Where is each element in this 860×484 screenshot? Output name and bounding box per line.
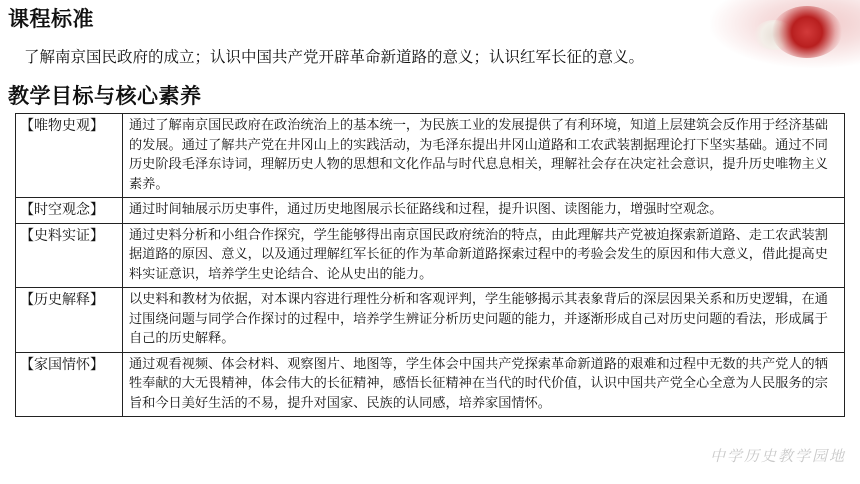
goal-text: 通过了解南京国民政府在政治统治上的基本统一，为民族工业的发展提供了有利环境，知道上层建筑会反作用于经济基础的发展。通过了解共产党在井冈山上的实践活动，为毛泽东提出井冈山道路和工农武装割据理论打下坚实基础。通过不同历史阶段毛泽东诗词，理解历史人物的思想和文化作品与时代息息相关，理解社会存在决定社会意识，提升历史唯物主义素养。 bbox=[123, 114, 845, 198]
table-row bbox=[16, 198, 845, 224]
goal-label: 【唯物史观】 bbox=[16, 114, 123, 198]
table-row bbox=[16, 114, 845, 198]
curriculum-standard-text: 了解南京国民政府的成立；认识中国共产党开辟革命新道路的意义；认识红军长征的意义。 bbox=[24, 48, 645, 66]
red-flower-decoration bbox=[772, 6, 842, 58]
table-row bbox=[16, 352, 845, 417]
goal-label: 【史料实证】 bbox=[16, 223, 123, 288]
goal-label: 【历史解释】 bbox=[16, 288, 123, 353]
table-row bbox=[16, 288, 845, 353]
watermark-text: 中学历史教学园地 bbox=[709, 447, 846, 465]
curriculum-standard-heading: 课程标准 bbox=[8, 7, 94, 31]
goal-text: 以史料和教材为依据，对本课内容进行理性分析和客观评判，学生能够揭示其表象背后的深层因果关系和历史逻辑，在通过围绕问题与同学合作探讨的过程中，培养学生辨证分析历史问题的能力，并逐渐形成自己对历史问题的看法，形成属于自己的历史解释。 bbox=[123, 288, 845, 353]
goal-label: 【时空观念】 bbox=[16, 198, 123, 224]
goal-text: 通过观看视频、体会材料、观察图片、地图等，学生体会中国共产党探索革命新道路的艰难和过程中无数的共产党人的牺牲奉献的大无畏精神，体会伟大的长征精神，感悟长征精神在当代的时代价值，认识中国共产党全心全意为人民服务的宗旨和今日美好生活的不易，提升对国家、民族的认同感，培养家国情怀。 bbox=[123, 352, 845, 417]
goal-text: 通过史料分析和小组合作探究，学生能够得出南京国民政府统治的特点，由此理解共产党被迫探索新道路、走工农武装割据道路的原因、意义，以及通过理解红军长征的作为革命新道路探索过程中的考验会发生的原因和伟大意义，借此提高史料实证意识，培养学生史论结合、论从史出的能力。 bbox=[123, 223, 845, 288]
corner-decoration-image bbox=[710, 0, 860, 68]
goal-label: 【家国情怀】 bbox=[16, 352, 123, 417]
teaching-goals-table bbox=[15, 113, 845, 417]
teaching-goals-heading: 教学目标与核心素养 bbox=[8, 84, 202, 108]
goal-text: 通过时间轴展示历史事件，通过历史地图展示长征路线和过程，提升识图、读图能力，增强时空观念。 bbox=[123, 198, 845, 224]
table-row bbox=[16, 223, 845, 288]
